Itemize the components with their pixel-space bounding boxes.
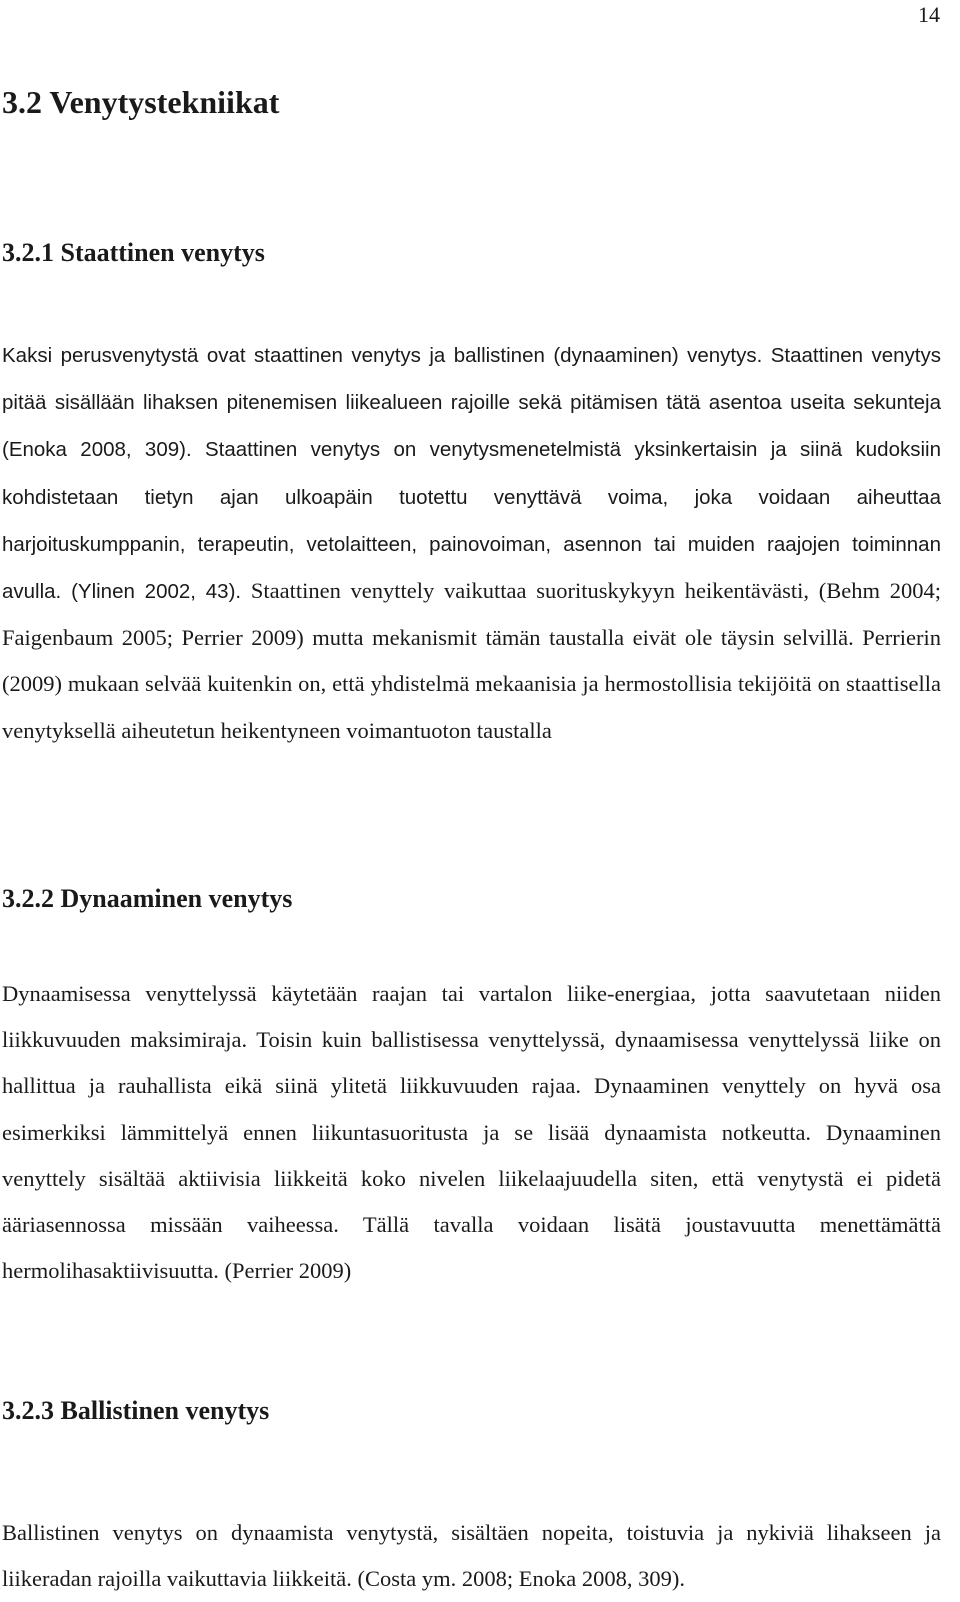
paragraph-ballistic-stretching: Ballistinen venytys on dynaamista venytystä, sisältäen nopeita, toistuvia ja nykiviä lihakseen ja liikeradan rajoilla vaikuttavia liikkeitä. (Costa ym. 2008; Enoka 2008, 309).: [2, 1520, 941, 1592]
page-number: 14: [918, 2, 940, 27]
paragraph-static-stretching: [2, 332, 941, 754]
paragraph-dynamic-stretching: Dynaamisessa venyttelyssä käytetään raajan tai vartalon liike-energiaa, jotta saavutetaan niiden liikkuvuuden maksimiraja. Toisin kuin ballistisessa venyttelyssä, dynaamisessa venyttelyssä liike on hallittua ja rauhallista eikä siinä ylitetä liikkuvuuden rajaa. Dynaaminen venyttely on hyvä osa esimerkiksi lämmittelyä ennen liikuntasuoritusta ja se lisää dynaamista notkeutta. Dynaaminen venyttely sisältää aktiivisia liikkeitä koko nivelen liikelaajuudella siten, että venytystä ei pidetä ääriasennossa missään vaiheessa. Tällä tavalla voidaan lisätä joustavuutta menettämättä hermolihasaktiivisuutta. (Perrier 2009): [2, 981, 941, 1284]
subsection-title-static-stretching: 3.2.1 Staattinen venytys: [2, 238, 265, 267]
section-title: 3.2 Venytystekniikat: [2, 84, 280, 120]
paragraph-part-sans: Kaksi perusvenytystä ovat staattinen venytys ja ballistinen (dynaaminen) venytys. Staattinen venytys pitää sisällään lihaksen pitenemisen liikealueen rajoille sekä pitämisen tätä asentoa useita sekunteja (Enoka 2008, 309). Staattinen venytys on venytysmenetelmistä yksinkertaisin ja siinä kudoksiin kohdistetaan tietyn ajan ulkoapäin tuotettu venyttävä voima, joka voidaan aiheuttaa harjoituskumppanin, terapeutin, vetolaitteen, painovoiman, asennon tai muiden raajojen toiminnan avulla. (Ylinen 2002, 43).: [2, 344, 941, 604]
subsection-title-dynamic-stretching: 3.2.2 Dynaaminen venytys: [2, 884, 293, 913]
paragraph-part-serif: Staattinen venyttely vaikuttaa suorituskykyyn heikentävästi, (Behm 2004; Faigenbaum 2005; Perrier 2009) mutta mekanismit tämän taustalla eivät ole täysin selvillä. Perrierin (2009) mukaan selvää kuitenkin on, että yhdistelmä mekaanisia ja hermostollisia tekijöitä on staattisella venytyksellä aiheutetun heikentyneen voimantuoton taustalla: [2, 578, 941, 743]
subsection-title-ballistic-stretching: 3.2.3 Ballistinen venytys: [2, 1396, 270, 1425]
